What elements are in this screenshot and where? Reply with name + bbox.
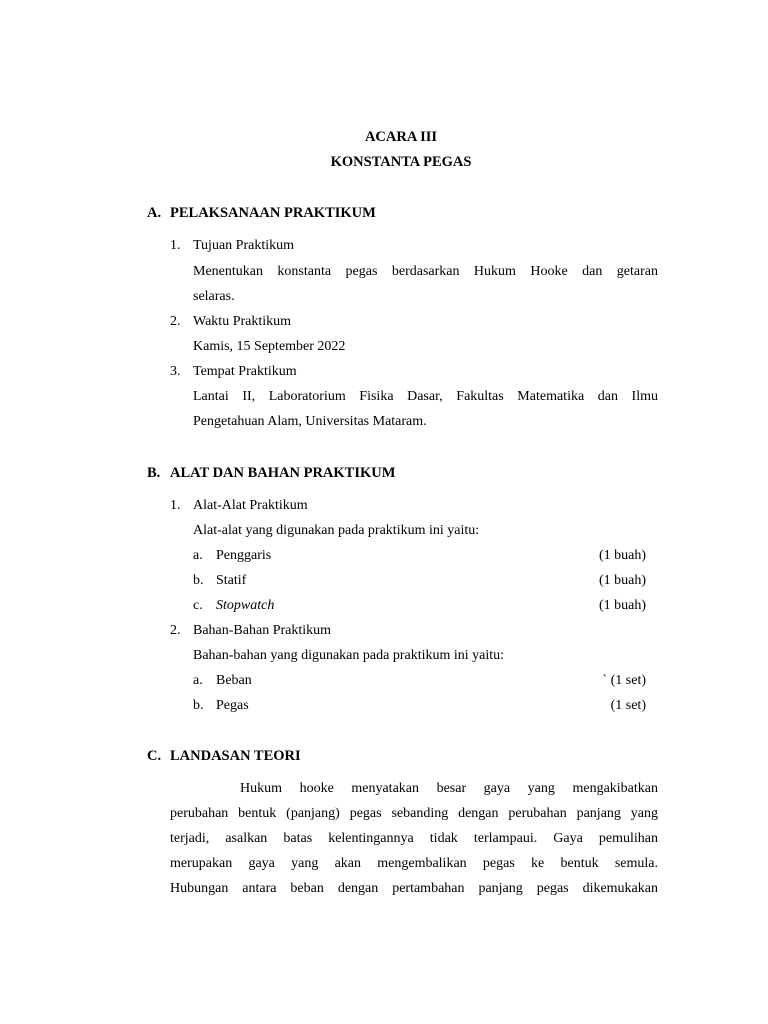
material-qty: ` (1 set)	[602, 673, 646, 688]
list-item-title: Tempat Praktikum	[193, 364, 297, 379]
material-qty: (1 set)	[610, 698, 646, 713]
list-item-title: Alat-Alat Praktikum	[193, 498, 308, 513]
doc-title: ACARA III	[364, 129, 438, 145]
tool-qty: (1 buah)	[598, 598, 646, 613]
list-item-text: Kamis, 15 September 2022	[193, 339, 346, 354]
sub-item-letter: a.	[193, 673, 203, 688]
list-item-text: Pengetahuan Alam, Universitas Mataram.	[193, 414, 427, 429]
list-number: 2.	[170, 314, 181, 329]
section-a-letter: A.	[147, 205, 162, 221]
sub-item-letter: c.	[193, 598, 203, 613]
list-item-text: Alat-alat yang digunakan pada praktikum ini yaitu:	[193, 523, 480, 538]
section-c-letter: C.	[147, 748, 162, 764]
list-number: 3.	[170, 364, 181, 379]
list-item-text: Lantai II, Laboratorium Fisika Dasar, Fakultas Matematika dan Ilmu	[193, 389, 658, 404]
paragraph-line: terjadi, asalkan batas kelentingannya tidak terlampaui. Gaya pemulihan	[170, 831, 658, 846]
section-a-heading: PELAKSANAAN PRAKTIKUM	[170, 205, 376, 221]
material-name: Pegas	[216, 698, 249, 713]
list-item-text: selaras.	[193, 289, 235, 304]
tool-name: Stopwatch	[216, 598, 275, 613]
paragraph-line: merupakan gaya yang akan mengembalikan pegas ke bentuk semula.	[170, 856, 658, 871]
list-item-title: Tujuan Praktikum	[193, 238, 294, 253]
list-number: 1.	[170, 238, 181, 253]
list-item-text: Bahan-bahan yang digunakan pada praktikum ini yaitu:	[193, 648, 505, 663]
list-number: 1.	[170, 498, 181, 513]
tool-qty: (1 buah)	[598, 573, 646, 588]
list-item-text: Menentukan konstanta pegas berdasarkan Hukum Hooke dan getaran	[193, 264, 658, 279]
sub-item-letter: b.	[193, 573, 204, 588]
sub-item-letter: b.	[193, 698, 204, 713]
section-b-heading: ALAT DAN BAHAN PRAKTIKUM	[170, 465, 396, 481]
section-c-heading: LANDASAN TEORI	[170, 748, 301, 764]
paragraph-line: Hukum hooke menyatakan besar gaya yang mengakibatkan	[240, 781, 658, 796]
list-number: 2.	[170, 623, 181, 638]
tool-name: Penggaris	[216, 548, 272, 563]
doc-subtitle: KONSTANTA PEGAS	[330, 154, 472, 170]
paragraph-line: perubahan bentuk (panjang) pegas sebanding dengan perubahan panjang yang	[170, 806, 658, 821]
material-name: Beban	[216, 673, 252, 688]
tool-name: Statif	[216, 573, 247, 588]
tool-qty: (1 buah)	[598, 548, 646, 563]
sub-item-letter: a.	[193, 548, 203, 563]
paragraph-line: Hubungan antara beban dengan pertambahan panjang pegas dikemukakan	[170, 881, 658, 896]
list-item-title: Bahan-Bahan Praktikum	[193, 623, 332, 638]
list-item-title: Waktu Praktikum	[193, 314, 292, 329]
section-b-letter: B.	[147, 465, 161, 481]
